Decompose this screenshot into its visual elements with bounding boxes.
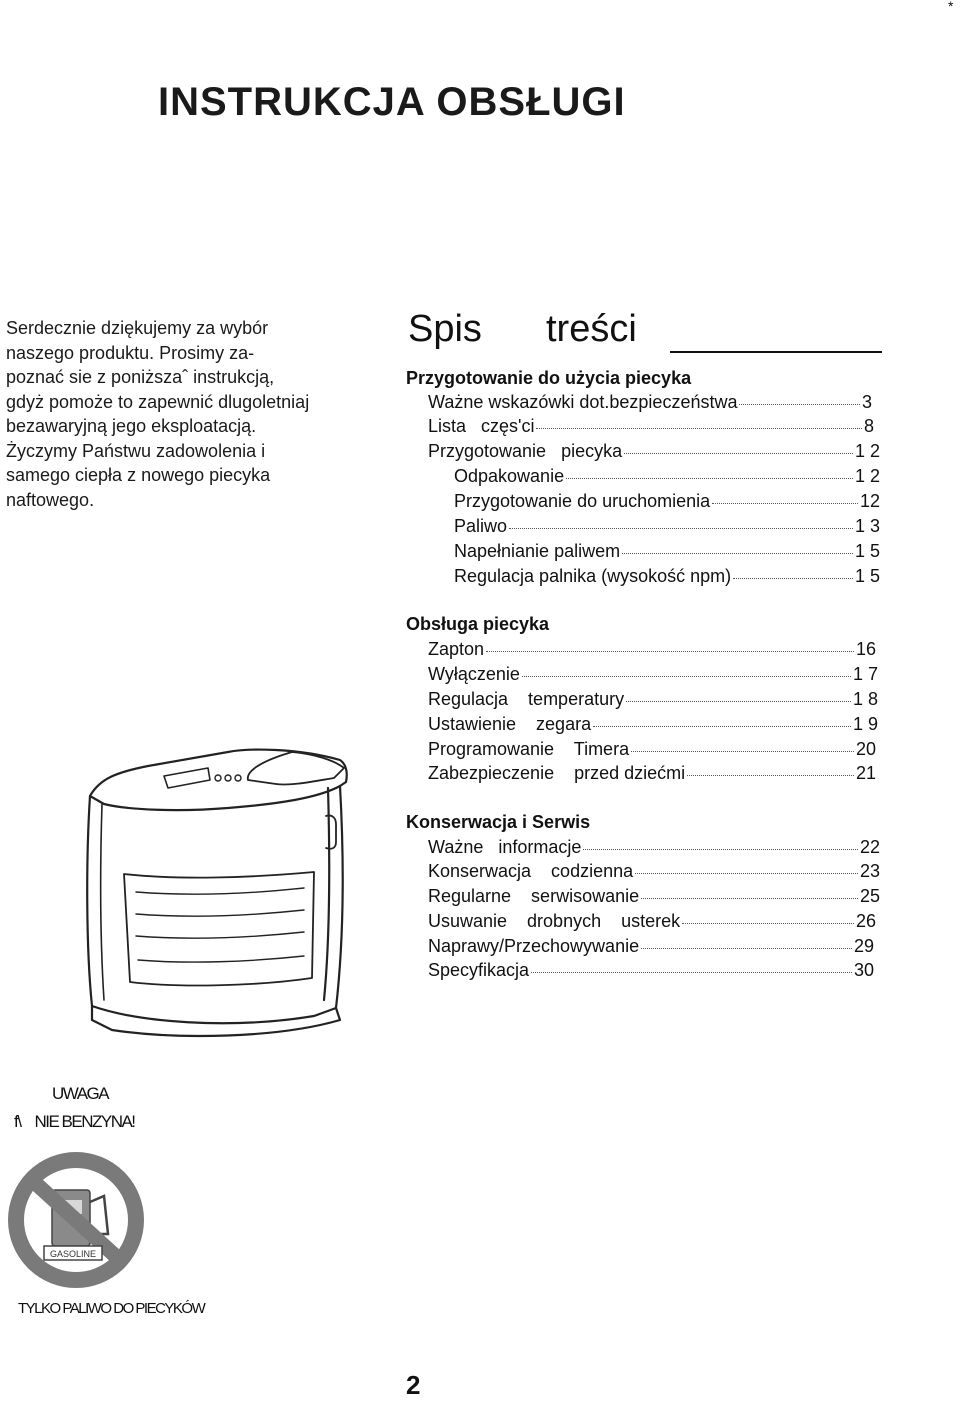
dot-leader — [486, 650, 854, 652]
toc-entry-page: 20 — [855, 739, 876, 759]
document-title: INSTRUKCJA OBSŁUGI — [158, 80, 626, 124]
toc-entry[interactable] — [428, 392, 872, 416]
toc-section-heading: Obsługa piecyka — [406, 614, 550, 634]
toc-entry[interactable] — [454, 516, 880, 540]
toc-title — [408, 308, 882, 354]
toc-entry[interactable] — [428, 763, 876, 787]
dot-leader — [687, 774, 854, 776]
toc-entry-page: 3 — [861, 392, 872, 412]
heater-illustration — [78, 738, 350, 1046]
toc-entry-page: 25 — [859, 886, 880, 906]
toc-entry[interactable] — [428, 911, 876, 935]
no-gasoline-icon — [4, 1150, 150, 1290]
warning-text: NIE BENZYNA! — [34, 1112, 135, 1131]
warning-heading: UWAGA — [52, 1084, 109, 1103]
toc-entry-label: Regulacja palnika (wysokość npm) — [454, 566, 732, 586]
toc-entry-label: Specyfikacja — [428, 960, 530, 980]
toc-entry-label: Ustawienie zegara — [428, 714, 592, 734]
toc-title-underline — [670, 351, 882, 353]
intro-line: Życzymy Państwu zadowolenia i — [6, 440, 266, 461]
toc-entry[interactable] — [428, 960, 874, 984]
toc-entry[interactable] — [428, 441, 880, 465]
toc-entry[interactable] — [428, 739, 876, 763]
toc-entry-page: 30 — [853, 960, 874, 980]
toc-entry-page: 1 5 — [854, 541, 880, 561]
toc-entry[interactable] — [428, 664, 878, 688]
toc-entry-label: Naprawy/Przechowywanie — [428, 936, 640, 956]
dot-leader — [593, 725, 851, 727]
toc-entry[interactable] — [428, 886, 880, 910]
toc-entry-page: 1 9 — [852, 714, 878, 734]
intro-line: naszego produktu. Prosimy za- — [6, 342, 255, 363]
toc-entry-page: 29 — [853, 936, 874, 956]
toc-entry-label: Zabezpieczenie przed dziećmi — [428, 763, 686, 783]
toc-entry-label: Usuwanie drobnych usterek — [428, 911, 681, 931]
toc-entry-page: 21 — [855, 763, 876, 783]
toc-entry-label: Konserwacja codzienna — [428, 861, 634, 881]
page-number: 2 — [406, 1370, 421, 1400]
toc-entry-page: 12 — [859, 491, 880, 511]
dot-leader — [682, 922, 854, 924]
toc-entry[interactable] — [428, 861, 880, 885]
intro-line: naftowego. — [6, 489, 95, 510]
dot-leader — [509, 527, 853, 529]
warning-line — [14, 1112, 135, 1132]
toc-section-heading: Konserwacja i Serwis — [406, 812, 591, 832]
dot-leader — [641, 897, 858, 899]
dot-leader — [626, 700, 851, 702]
dot-leader — [733, 577, 853, 579]
toc-entry-page: 1 2 — [854, 441, 880, 461]
toc-entry-label: Zapton — [428, 639, 485, 659]
toc-entry[interactable] — [428, 639, 876, 663]
fuel-note: TYLKO PALIWO DO PIECYKÓW — [18, 1300, 205, 1317]
dot-leader — [531, 971, 852, 973]
toc-entry[interactable] — [428, 936, 874, 960]
toc-entry[interactable] — [454, 466, 880, 490]
toc-entry-label: Regulacja temperatury — [428, 689, 625, 709]
toc-entry[interactable] — [454, 491, 880, 515]
intro-line: gdyż pomoże to zapewnić dlugoletniaj — [6, 391, 310, 412]
dot-leader — [739, 403, 860, 405]
gasoline-label: GASOLINE — [49, 1249, 97, 1259]
toc-entry-label: Przygotowanie piecyka — [428, 441, 623, 461]
toc-title-word: Spis — [408, 308, 482, 350]
toc-entry-label: Ważne wskazówki dot.bezpieczeństwa — [428, 392, 738, 412]
dot-leader — [635, 872, 858, 874]
intro-paragraph — [6, 316, 356, 512]
toc-entry[interactable] — [428, 416, 874, 440]
intro-line: poznać sie z poniższaˆ instrukcją, — [6, 367, 275, 387]
toc-entry-label: Paliwo — [454, 516, 508, 536]
toc-entry-page: 23 — [859, 861, 880, 881]
dot-leader — [622, 552, 853, 554]
toc-entry[interactable] — [428, 837, 880, 861]
intro-line: bezawaryjną jego eksploatacją. — [6, 416, 257, 436]
toc-entry[interactable] — [454, 541, 880, 565]
dot-leader — [536, 427, 862, 429]
dot-leader — [566, 477, 853, 479]
toc-entry-page: 8 — [863, 416, 874, 436]
toc-entry-page: 16 — [855, 639, 876, 659]
toc-title-word: treści — [546, 308, 637, 350]
toc-entry-label: Lista częs'ci — [428, 416, 535, 436]
toc-entry[interactable] — [428, 689, 878, 713]
dot-leader — [631, 750, 854, 752]
toc-entry-page: 22 — [859, 837, 880, 857]
toc-entry-label: Napełnianie paliwem — [454, 541, 621, 561]
toc-entry-label: Przygotowanie do uruchomienia — [454, 491, 711, 511]
toc-entry-page: 1 8 — [852, 689, 878, 709]
toc-entry-page: 1 2 — [854, 466, 880, 486]
toc-section-heading: Przygotowanie do użycia piecyka — [406, 368, 692, 388]
toc-entry-label: Regularne serwisowanie — [428, 886, 640, 906]
intro-line: samego ciepła z nowego piecyka — [6, 465, 271, 485]
toc-entry-page: 1 5 — [854, 566, 880, 586]
toc-entry-label: Odpakowanie — [454, 466, 565, 486]
dot-leader — [712, 502, 858, 504]
toc-entry-label: Programowanie Timera — [428, 739, 630, 759]
toc-entry-page: 1 7 — [852, 664, 878, 684]
toc-entry[interactable] — [454, 566, 880, 590]
intro-line: Serdecznie dziękujemy za wybór — [6, 318, 269, 338]
dot-leader — [624, 452, 853, 454]
toc-entry-label: Ważne informacje — [428, 837, 582, 857]
toc-entry-page: 26 — [855, 911, 876, 931]
dot-leader — [522, 675, 851, 677]
dot-leader — [641, 947, 852, 949]
toc-entry[interactable] — [428, 714, 878, 738]
toc-entry-page: 1 3 — [854, 516, 880, 536]
warning-symbol: f\ — [14, 1112, 21, 1131]
dot-leader — [583, 848, 858, 850]
toc-entry-label: Wyłączenie — [428, 664, 520, 684]
corner-asterisk: * — [948, 0, 954, 14]
